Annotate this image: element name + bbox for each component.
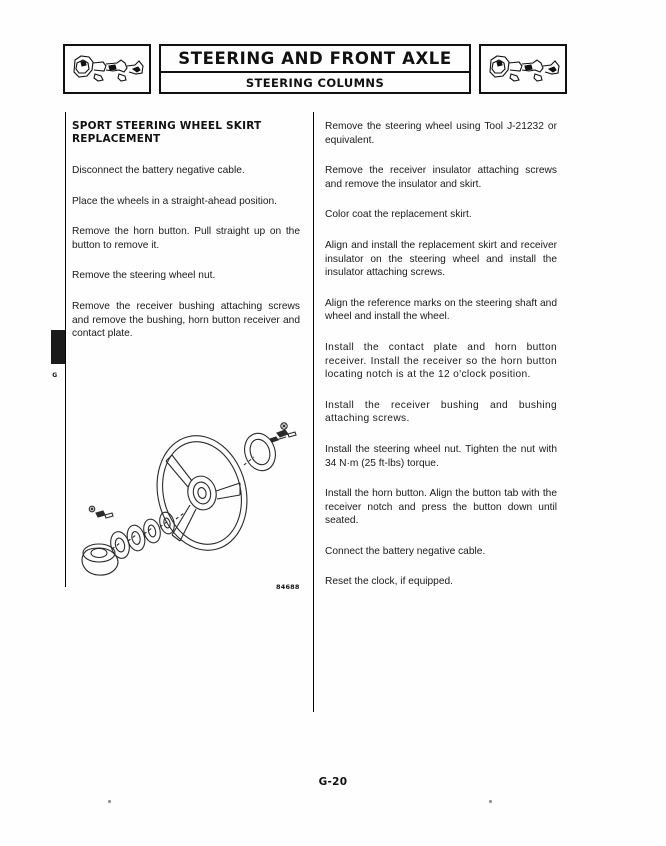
left-paragraph-5: Remove the receiver bushing attaching screws and remove the bushing, horn button receiver and contact plate. [72,300,300,340]
front-axle-icon-left [63,44,151,94]
right-paragraph-2: Remove the receiver insulator attaching screws and remove the insulator and skirt. [325,165,557,190]
page-header [63,44,567,94]
right-text-column [325,120,557,589]
right-paragraph-9: Install the horn button. Align the button tab with the receiver notch and press the button down until seated. [325,488,557,527]
page-number: G-20 [318,776,348,788]
front-axle-icon-right [479,44,567,94]
figure-id-label: 84688 [276,583,300,591]
right-paragraph-11: Reset the clock, if equipped. [325,576,453,588]
section-tab-marker [51,330,65,364]
right-paragraph-3: Color coat the replacement skirt. [325,209,472,221]
header-title [159,44,471,73]
right-paragraph-7: Install the receiver bushing and bushing attaching screws. [325,399,557,425]
left-text-column [72,120,300,341]
right-paragraph-1: Remove the steering wheel using Tool J-21232 or equivalent. [325,121,557,146]
header-subtitle [159,73,471,94]
scan-speck-left [108,800,111,803]
section-tab-label: G [52,372,58,379]
column-divider-rule [313,112,314,712]
left-paragraph-4: Remove the steering wheel nut. [72,270,216,282]
left-paragraph-1: Disconnect the battery negative cable. [72,165,245,176]
section-title: SPORT STEERING WHEEL SKIRT REPLACEMENT [72,120,262,145]
right-paragraph-10: Connect the battery negative cable. [325,545,486,557]
right-paragraph-6: Install the contact plate and horn button receiver. Install the receiver so the horn button locating notch is at the 12 o'clock position. [325,341,557,381]
left-margin-rule [65,112,66,587]
header-subtitle-text: STEERING COLUMNS [245,75,385,90]
scan-speck-right [489,800,492,803]
sport-steering-wheel-exploded-view-figure [72,395,302,595]
left-paragraph-2: Place the wheels in a straight-ahead position. [72,195,278,207]
right-paragraph-5: Align the reference marks on the steering shaft and wheel and install the wheel. [325,297,557,323]
left-paragraph-3: Remove the horn button. Pull straight up on the button to remove it. [72,226,300,251]
right-paragraph-8: Install the steering wheel nut. Tighten the nut with 34 N·m (25 ft-lbs) torque. [325,443,557,469]
header-title-text: STEERING AND FRONT AXLE [178,49,452,68]
right-paragraph-4: Align and install the replacement skirt and receiver insulator on the steering wheel and install the insulator attaching screws. [325,239,557,279]
